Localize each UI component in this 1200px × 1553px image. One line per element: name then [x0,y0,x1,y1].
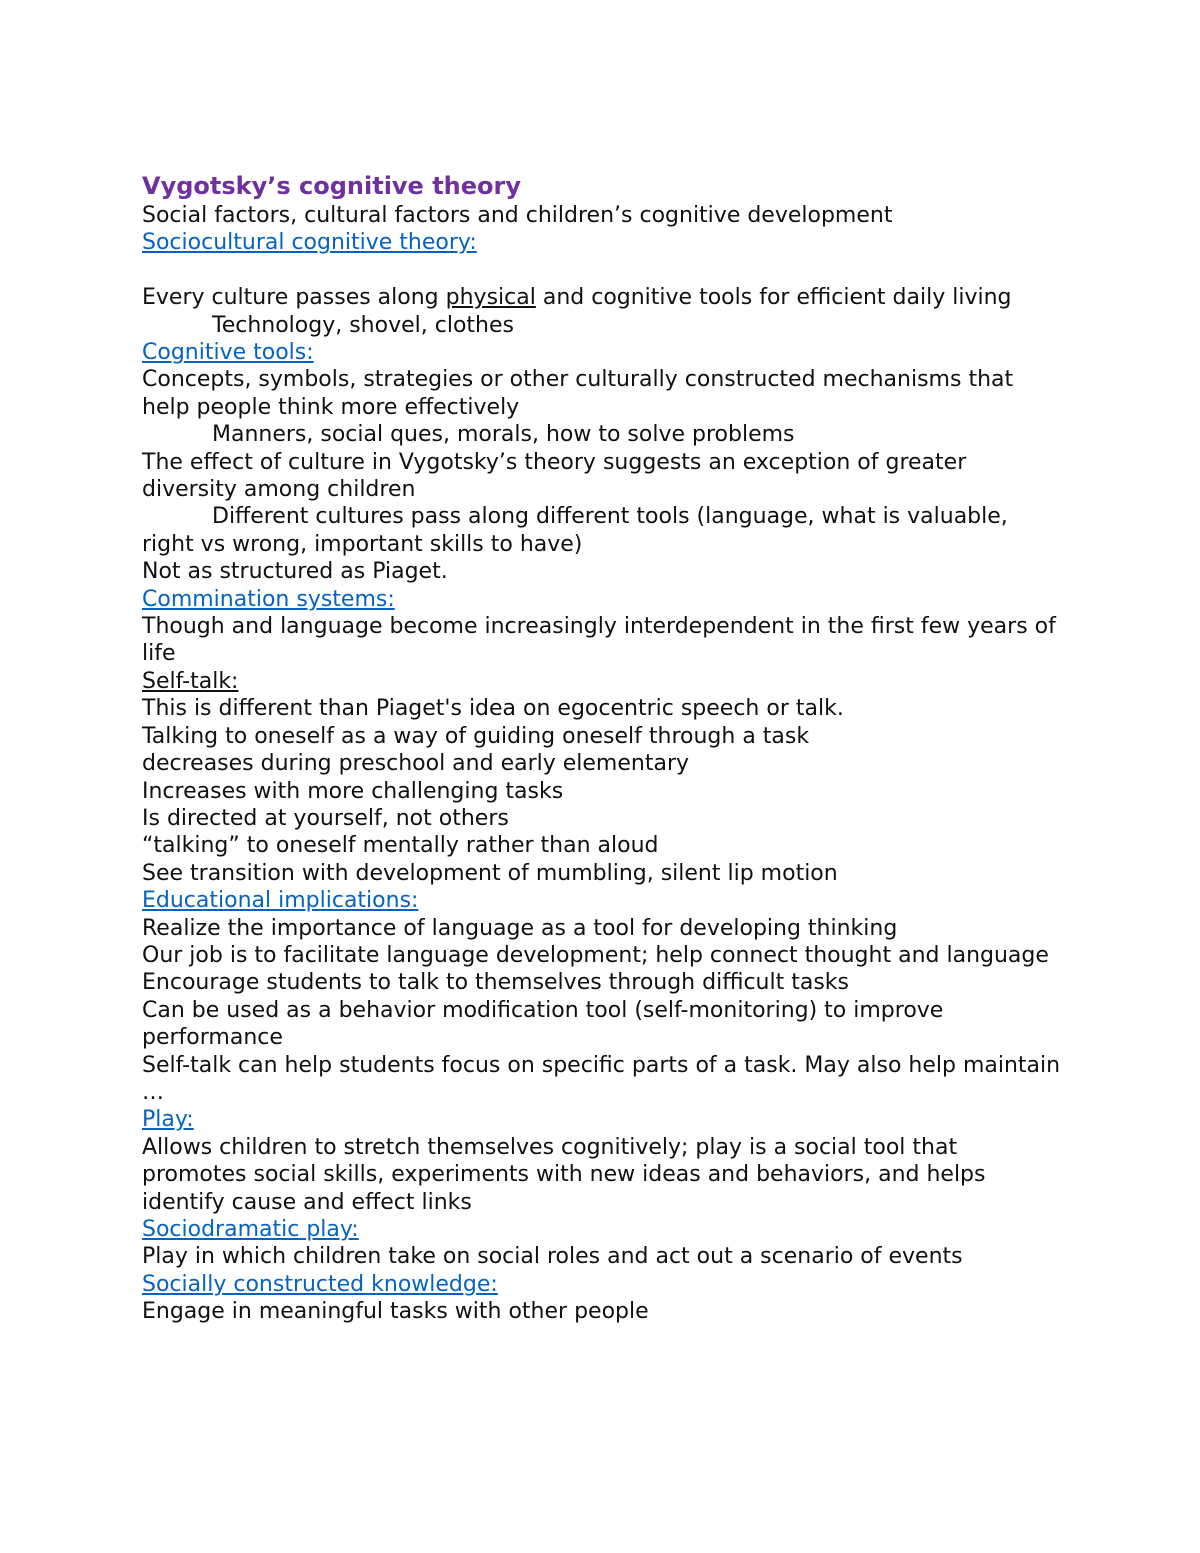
text-culture-post: and cognitive tools for efficient daily living [535,285,1012,311]
heading-educational-implications[interactable]: Educational implications: [142,888,419,914]
page-title: Vygotsky’s cognitive theory [142,172,521,200]
section-commination [142,586,1062,613]
paragraph-commination: Though and language become increasingly interdependent in the first few years of life [142,614,1056,667]
text-culture-pre: Every culture passes along [142,285,446,311]
text-physical-underlined: physical [445,285,536,311]
self-talk-item: Increases with more challenging tasks [142,778,564,804]
paragraph-sociodramatic: Play in which children take on social roles and act out a scenario of events [142,1244,963,1270]
self-talk-item: See transition with development of mumbling, silent lip motion [142,860,838,886]
blank-line [142,257,1062,284]
self-talk-item: decreases during preschool and early elementary [142,751,690,777]
text-different-cultures: Different cultures pass along different tools (language, what is valuable, right vs wrong, important skills to have) [142,504,1008,557]
educational-item: Realize the importance of language as a tool for developing thinking [142,915,898,941]
heading-self-talk: Self-talk: [142,668,239,694]
heading-play[interactable]: Play: [142,1107,194,1133]
section-socially-constructed [142,1271,1062,1298]
educational-item: Encourage students to talk to themselves through difficult tasks [142,970,850,996]
paragraph-not-structured: Not as structured as Piaget. [142,559,448,585]
self-talk-item: This is different than Piaget's idea on egocentric speech or talk. [142,696,844,722]
section-cognitive-tools [142,339,1062,366]
self-talk-item: Talking to oneself as a way of guiding oneself through a task [142,723,810,749]
example-technology: Technology, shovel, clothes [212,312,514,338]
heading-cognitive-tools[interactable]: Cognitive tools: [142,340,314,366]
educational-item: Self-talk can help students focus on specific parts of a task. May also help maintain … [142,1052,1061,1105]
self-talk-item: “talking” to oneself mentally rather than aloud [142,833,659,859]
self-talk-item: Is directed at yourself, not others [142,805,509,831]
educational-item: Can be used as a behavior modification tool (self-monitoring) to improve performance [142,997,944,1051]
heading-sociocultural-theory[interactable]: Sociocultural cognitive theory: [142,230,477,256]
paragraph-different-cultures [142,503,1062,558]
paragraph-play: Allows children to stretch themselves cognitively; play is a social tool that promotes social skills, experiments with new ideas and behaviors, and helps identify cause and effect links [142,1134,986,1215]
heading-commination-systems[interactable]: Commination systems: [142,586,395,612]
section-sociodramatic [142,1216,1062,1243]
heading-sociodramatic-play[interactable]: Sociodramatic play: [142,1217,359,1243]
educational-item: Our job is to facilitate language development; help connect thought and language [142,942,1049,968]
example-manners: Manners, social ques, morals, how to solve problems [212,422,795,448]
heading-socially-constructed-knowledge[interactable]: Socially constructed knowledge: [142,1271,498,1297]
paragraph-culture-tools [142,284,1062,311]
paragraph-socially-constructed: Engage in meaningful tasks with other people [142,1299,649,1325]
subtitle: Social factors, cultural factors and children’s cognitive development [142,203,893,228]
section-educational [142,887,1062,914]
paragraph-cognitive-tools-definition: Concepts, symbols, strategies or other culturally constructed mechanisms that help people think more effectively [142,367,1014,420]
section-sociocultural [142,229,1062,256]
section-play [142,1106,1062,1133]
document-page [142,170,1062,1326]
paragraph-effect-of-culture: The effect of culture in Vygotsky’s theory suggests an exception of greater diversity among children [142,449,967,503]
section-self-talk [142,668,1062,695]
